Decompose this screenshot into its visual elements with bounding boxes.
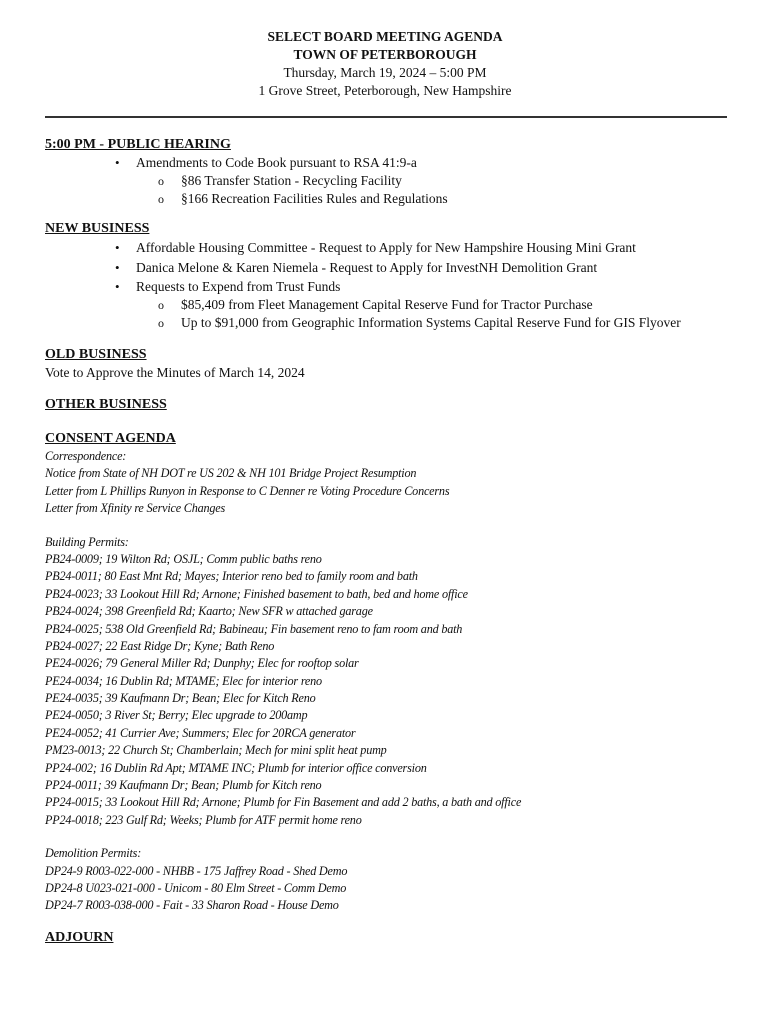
new-business-item: • Requests to Expend from Trust Funds [45, 278, 745, 296]
demolition-permit-item: DP24-9 R003-022-000 - NHBB - 175 Jaffrey Road - Shed Demo [45, 863, 348, 878]
building-permit-item: PB24-0023; 33 Lookout Hill Rd; Arnone; Finished basement to bath, bed and home office [45, 586, 468, 601]
building-permit-item: PB24-0011; 80 East Mnt Rd; Mayes; Interior reno bed to family room and bath [45, 569, 418, 584]
building-permit-item: PE24-0050; 3 River St; Berry; Elec upgrade to 200amp [45, 708, 308, 723]
agenda-title: SELECT BOARD MEETING AGENDA [267, 29, 503, 44]
building-permit-item: PB24-0027; 22 East Ridge Dr; Kyne; Bath Reno [45, 638, 275, 653]
building-permit-item: PE24-0034; 16 Dublin Rd; MTAME; Elec for interior reno [45, 673, 322, 688]
consent-agenda-heading: CONSENT AGENDA [45, 431, 176, 446]
new-business-subitem: o $85,409 from Fleet Management Capital Reserve Fund for Tractor Purchase [45, 296, 745, 314]
correspondence-item: Letter from Xfinity re Service Changes [45, 501, 226, 516]
building-permit-item: PP24-0015; 33 Lookout Hill Rd; Arnone; Plumb for Fin Basement and add 2 baths, a bath and office [45, 795, 522, 810]
adjourn-heading: ADJOURN [45, 929, 114, 945]
new-business-heading: NEW BUSINESS [45, 221, 150, 236]
public-hearing-item: • Amendments to Code Book pursuant to RSA 41:9-a [45, 154, 745, 172]
building-permit-item: PP24-0011; 39 Kaufmann Dr; Bean; Plumb for Kitch reno [45, 778, 322, 793]
building-permit-item: PM23-0013; 22 Church St; Chamberlain; Mech for mini split heat pump [45, 743, 387, 758]
meeting-address: 1 Grove Street, Peterborough, New Hampshire [258, 83, 512, 98]
new-business-item: • Affordable Housing Committee - Request to Apply for New Hampshire Housing Mini Grant [45, 238, 745, 258]
building-permits-label: Building Permits: [45, 534, 129, 549]
correspondence-label: Correspondence: [45, 449, 127, 463]
building-permit-item: PP24-0018; 223 Gulf Rd; Weeks; Plumb for ATF permit home reno [45, 812, 362, 827]
agenda-body [45, 136, 745, 947]
building-permit-item: PE24-0026; 79 General Miller Rd; Dunphy; Elec for rooftop solar [45, 656, 359, 671]
building-permit-item: PP24-002; 16 Dublin Rd Apt; MTAME INC; Plumb for interior office conversion [45, 760, 427, 775]
new-business-subitem: o Up to $91,000 from Geographic Information Systems Capital Reserve Fund for GIS Flyover [45, 314, 745, 332]
header-divider [45, 116, 727, 118]
building-permit-item: PE24-0052; 41 Currier Ave; Summers; Elec for 20RCA generator [45, 725, 356, 740]
old-business-heading: OLD BUSINESS [45, 347, 147, 362]
building-permit-item: PB24-0025; 538 Old Greenfield Rd; Babineau; Fin basement reno to fam room and bath [45, 621, 463, 636]
town-name: TOWN OF PETERBOROUGH [293, 47, 477, 62]
correspondence-item: Notice from State of NH DOT re US 202 & NH 101 Bridge Project Resumption [45, 466, 417, 481]
new-business-item: • Danica Melone & Karen Niemela - Request to Apply for InvestNH Demolition Grant [45, 258, 745, 278]
building-permit-item: PB24-0009; 19 Wilton Rd; OSJL; Comm public baths reno [45, 551, 322, 566]
agenda-header [0, 28, 770, 100]
old-business-item: Vote to Approve the Minutes of March 14, 2024 [45, 365, 305, 380]
correspondence-item: Letter from L Phillips Runyon in Response to C Denner re Voting Procedure Concerns [45, 483, 450, 498]
demolition-permits-label: Demolition Permits: [45, 846, 142, 861]
demolition-permit-item: DP24-7 R003-038-000 - Fait - 33 Sharon Road - House Demo [45, 898, 339, 913]
public-hearing-subitem: o §166 Recreation Facilities Rules and Regulations [45, 190, 745, 208]
building-permit-item: PE24-0035; 39 Kaufmann Dr; Bean; Elec for Kitch Reno [45, 691, 316, 706]
building-permit-item: PB24-0024; 398 Greenfield Rd; Kaarto; New SFR w attached garage [45, 604, 373, 619]
public-hearing-heading: 5:00 PM - PUBLIC HEARING [45, 137, 231, 152]
other-business-heading: OTHER BUSINESS [45, 397, 167, 412]
meeting-date: Thursday, March 19, 2024 – 5:00 PM [283, 65, 487, 80]
demolition-permit-item: DP24-8 U023-021-000 - Unicom - 80 Elm Street - Comm Demo [45, 880, 347, 895]
public-hearing-subitem: o §86 Transfer Station - Recycling Facility [45, 172, 745, 190]
